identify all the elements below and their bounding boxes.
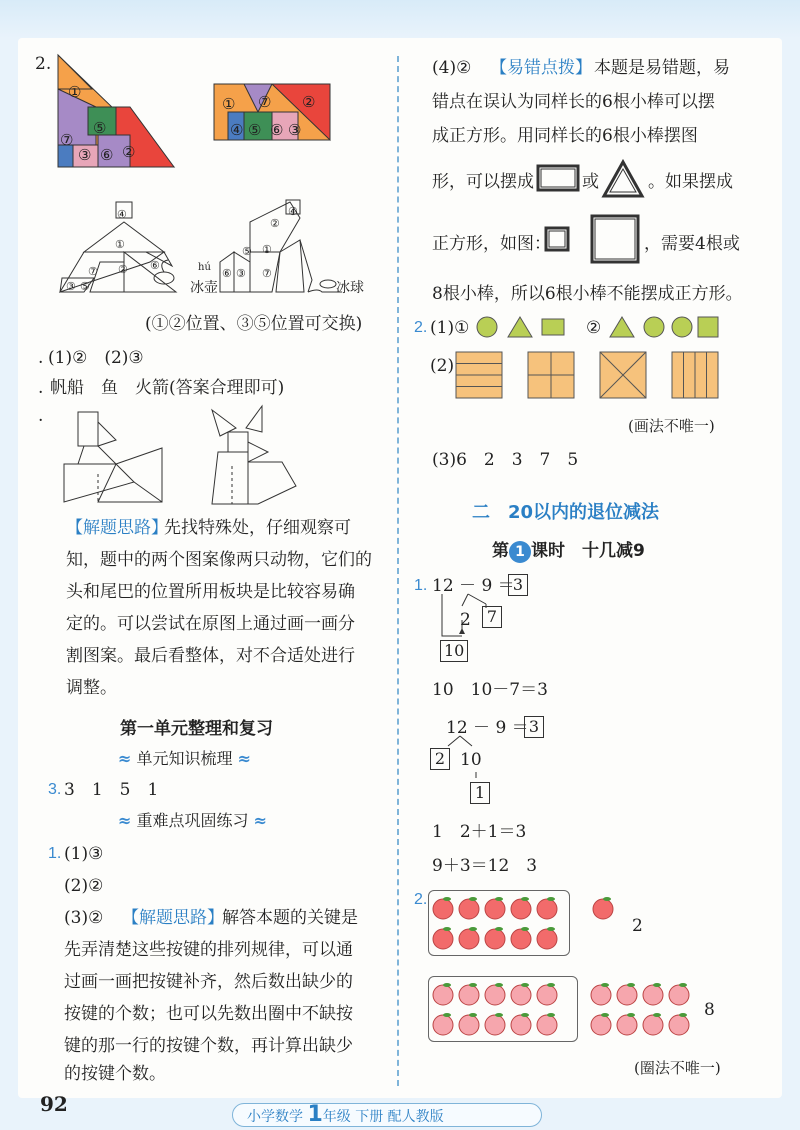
q2-3: (3)6 2 3 7 5 xyxy=(432,450,579,470)
lesson-title xyxy=(492,536,645,563)
q2-2: (2) xyxy=(430,356,455,376)
e1-b2-box: 2 xyxy=(430,748,450,770)
column-divider xyxy=(397,56,399,1086)
tip-line-3: 头和尾巴的位置所用板块是比较容易确 xyxy=(66,582,355,602)
r4-line-6: 8根小棒，所以6根小棒不能摆成正方形。 xyxy=(432,284,743,304)
p1-c-label: 【解题思路】 xyxy=(122,908,224,928)
p1-c-line-3: 过画一画把按键补齐，然后数出缺少的 xyxy=(64,972,353,992)
p1-c-line-5: 键的那一行的按键个数，再计算出缺少 xyxy=(64,1036,353,1056)
r4-line-4b: 。如果摆成 xyxy=(648,172,733,192)
curling-piece-6: ⑥ xyxy=(150,259,160,272)
footer-subject: 小学数学 xyxy=(247,1109,303,1125)
ball-label: 冰球 xyxy=(336,280,364,296)
e1-b1-box: 1 xyxy=(470,782,490,804)
unit-title: 第一单元整理和复习 xyxy=(120,719,273,739)
apple-icon xyxy=(433,897,453,919)
hockey-piece-7: ⑦ xyxy=(262,267,272,280)
q5-number: . xyxy=(38,406,44,426)
curling-piece-4: ④ xyxy=(117,208,127,221)
peach-icon xyxy=(617,1013,637,1035)
tangram-piece-7: ⑦ xyxy=(60,131,74,149)
peach-icon xyxy=(669,983,689,1005)
apple-icon xyxy=(593,897,613,919)
e1-ten-box: 10 xyxy=(440,640,468,662)
e1-line3: 1 2＋1＝3 xyxy=(432,822,527,842)
peach-icon xyxy=(511,1013,531,1035)
lesson-prefix: 第 xyxy=(492,541,509,561)
peach-icon xyxy=(485,983,505,1005)
hockey-piece-6: ⑥ xyxy=(222,267,232,280)
r4-line-4a: 形，可以摆成 xyxy=(432,172,534,192)
square-8-sticks xyxy=(590,214,640,264)
rect-piece-3: ③ xyxy=(288,121,302,139)
peaches xyxy=(432,980,692,1042)
e1-line2: 10 10－7＝3 xyxy=(432,680,548,700)
apple-icon xyxy=(537,927,557,949)
chapter-title: 二 20以内的退位减法 xyxy=(472,502,660,523)
rect-piece-6: ⑥ xyxy=(270,121,284,139)
r4-line-1: 本题是易错题，易 xyxy=(594,58,730,78)
apples xyxy=(432,894,632,956)
q4-answer: 帆船 鱼 火箭(答案合理即可) xyxy=(50,378,285,398)
section-knowledge-label: 单元知识梳理 xyxy=(136,749,233,768)
e1-equation: 12 － 9 ＝ xyxy=(432,576,515,596)
r4-line-3: 成正方形。用同样长的6根小棒摆图 xyxy=(432,126,698,146)
tangram-piece-6: ⑥ xyxy=(100,146,114,164)
section-practice: ≈ 重难点巩固练习 ≈ xyxy=(118,811,268,830)
peach-icon xyxy=(643,983,663,1005)
apple-icon xyxy=(459,897,479,919)
peach-icon xyxy=(433,1013,453,1035)
peach-icon xyxy=(511,983,531,1005)
tangram-piece-2: ② xyxy=(122,143,136,161)
peach-icon xyxy=(537,983,557,1005)
e1-equation2: 12 － 9 ＝ xyxy=(446,718,529,738)
rect-piece-5: ⑤ xyxy=(248,121,262,139)
peach-icon xyxy=(591,1013,611,1035)
tangram-piece-3: ③ xyxy=(78,146,92,164)
top-border xyxy=(0,0,800,38)
p1-a: (1)③ xyxy=(64,844,104,864)
hockey-piece-5: ⑤ xyxy=(242,245,252,258)
q2-note: (画法不唯一) xyxy=(628,417,715,435)
page-number: 92 xyxy=(40,1092,68,1116)
tangram-piece-1: ① xyxy=(68,83,82,101)
rabbit-figure xyxy=(212,406,298,506)
apple-icon xyxy=(485,927,505,949)
footer-grade-number: 1 xyxy=(307,1102,323,1127)
divided-squares xyxy=(456,352,720,400)
lesson-number-badge: 1 xyxy=(509,541,531,563)
apple-icon xyxy=(537,897,557,919)
p1-c-line-4: 按键的个数；也可以先数出圈中不缺按 xyxy=(64,1004,353,1024)
tangram-triangle-figure xyxy=(58,55,178,170)
peach-icon xyxy=(485,1013,505,1035)
hockey-piece-1: ① xyxy=(262,243,272,256)
tangram-piece-5: ⑤ xyxy=(93,119,107,137)
r4-or: 或 xyxy=(582,172,599,192)
rect-piece-2: ② xyxy=(302,93,316,111)
hockey-piece-4: ④ xyxy=(288,205,298,218)
curling-piece-2: ② xyxy=(118,263,128,276)
r4-label: 【易错点拨】 xyxy=(490,58,592,78)
r4-line-2: 错点在误认为同样长的6根小棒可以摆 xyxy=(432,92,715,112)
p1-b: (2)② xyxy=(64,876,104,896)
peach-icon xyxy=(643,1013,663,1035)
swan-figure xyxy=(64,412,164,504)
rect-piece-1: ① xyxy=(222,95,236,113)
curling-piece-5: ⑤ xyxy=(80,280,90,293)
curling-figure xyxy=(60,200,380,300)
p1-c-line-6: 的按键个数。 xyxy=(64,1064,166,1084)
peach-icon xyxy=(669,1013,689,1035)
q3-answer: (1)② (2)③ xyxy=(48,348,144,368)
peach-icon xyxy=(433,983,453,1005)
tip-label: 【解题思路】 xyxy=(66,518,168,538)
e1-seven-box: 7 xyxy=(482,606,502,628)
r4-prefix: (4)② xyxy=(432,58,472,78)
tip-line-5: 割图案。最后看整体，对不合适处进行 xyxy=(66,646,355,666)
rect-piece-4: ④ xyxy=(230,121,244,139)
s1-answer: 3 1 5 1 xyxy=(64,780,159,800)
footer-edition: 配人教版 xyxy=(387,1109,444,1125)
e1-two: 2 xyxy=(460,610,471,630)
tip-line-4: 定的。可以尝试在原图上通过画一画分 xyxy=(66,614,355,634)
e2-answer-b: 8 xyxy=(704,1000,715,1020)
tip-line-2: 知，题中的两个图案像两只动物，它们的 xyxy=(66,550,372,570)
apple-icon xyxy=(459,927,479,949)
s1-number: 3. xyxy=(48,781,62,798)
peach-icon xyxy=(459,1013,479,1035)
peach-icon xyxy=(591,983,611,1005)
kettle-pinyin: hú xyxy=(198,262,211,273)
r4-line-5b: ，需要4根或 xyxy=(644,234,740,254)
section-knowledge: ≈ 单元知识梳理 ≈ xyxy=(118,749,252,768)
p1-number: 1. xyxy=(48,845,62,862)
r4-line-5a: 正方形，如图： xyxy=(432,234,551,254)
q2-number: 2. xyxy=(35,54,52,74)
q3-number: . xyxy=(38,348,44,368)
e2-answer-a: 2 xyxy=(632,916,643,936)
footer-banner xyxy=(232,1103,542,1127)
p1-c-line-1: 解答本题的关键是 xyxy=(222,908,358,928)
e1-b10: 10 xyxy=(460,750,482,770)
e2-number: 2. xyxy=(414,891,428,908)
lesson-name: 课时 十几减9 xyxy=(531,541,645,561)
peach-icon xyxy=(537,1013,557,1035)
hockey-piece-3: ③ xyxy=(236,267,246,280)
e1-line4: 9＋3＝12 3 xyxy=(432,856,538,876)
kettle-label: 冰壶 xyxy=(190,280,218,296)
p1-c-prefix: (3)② xyxy=(64,908,104,928)
stick-triangle-shape xyxy=(602,160,644,198)
rect-piece-7: ⑦ xyxy=(258,93,272,111)
e1-answer2-box: 3 xyxy=(524,716,544,738)
footer-term: 下册 xyxy=(355,1109,384,1125)
q2-1b: ② xyxy=(586,318,602,338)
e1-number: 1. xyxy=(414,577,428,594)
tip-line-1: 先找特殊处，仔细观察可 xyxy=(164,518,351,538)
apple-icon xyxy=(433,927,453,949)
footer-grade: 年级 xyxy=(322,1109,351,1125)
peach-icon xyxy=(617,983,637,1005)
apple-icon xyxy=(485,897,505,919)
section-practice-label: 重难点巩固练习 xyxy=(136,811,249,830)
e2-note: (圈法不唯一) xyxy=(634,1059,721,1077)
q2-1a: (1)① xyxy=(430,318,470,338)
swap-note: (①②位置、③⑤位置可交换) xyxy=(145,314,363,334)
apple-icon xyxy=(511,897,531,919)
hockey-piece-2: ② xyxy=(270,217,280,230)
apple-icon xyxy=(511,927,531,949)
stick-rectangle-shape xyxy=(536,164,580,192)
p1-c-line-2: 先弄清楚这些按键的排列规律，可以通 xyxy=(64,940,353,960)
q2-right-number: 2. xyxy=(414,319,428,336)
q4-number: . xyxy=(38,378,44,398)
tip-line-6: 调整。 xyxy=(66,678,117,698)
square-4-sticks xyxy=(544,226,570,252)
curling-piece-3: ③ xyxy=(66,280,76,293)
curling-piece-7: ⑦ xyxy=(88,265,98,278)
curling-piece-1: ① xyxy=(115,238,125,251)
e1-answer-box: 3 xyxy=(508,574,528,596)
peach-icon xyxy=(459,983,479,1005)
